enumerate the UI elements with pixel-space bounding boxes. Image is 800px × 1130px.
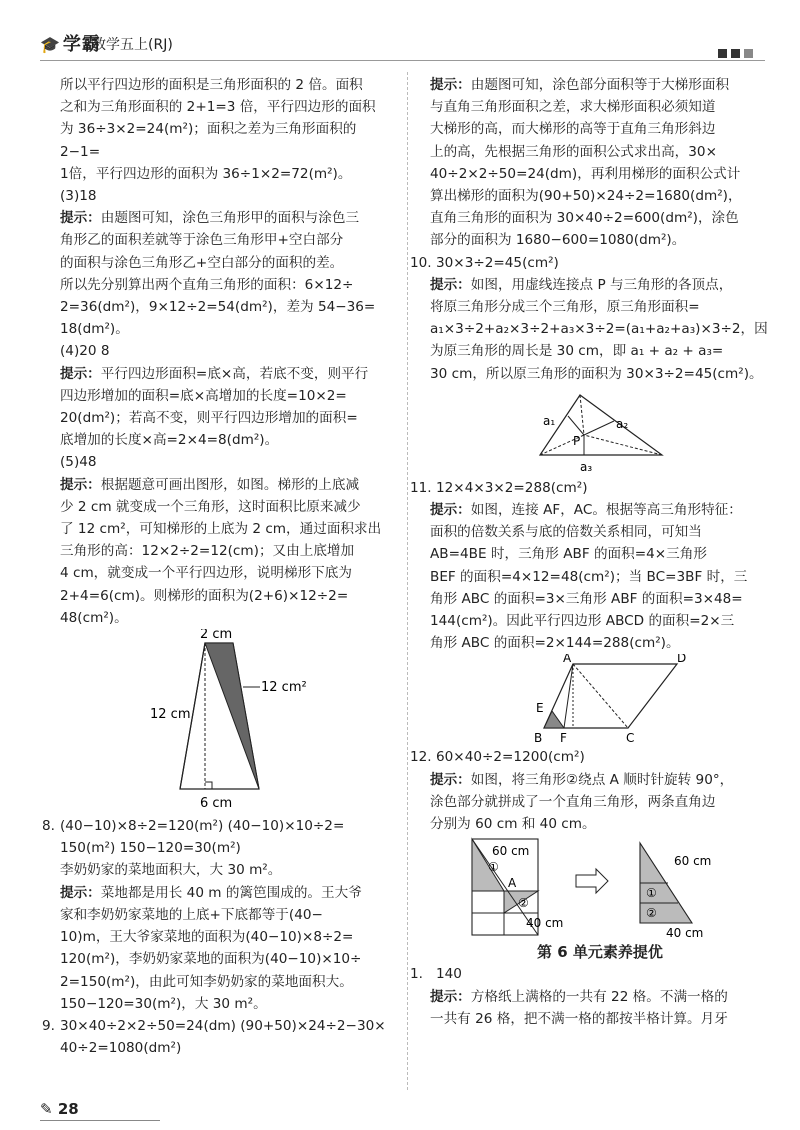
header-rule (40, 60, 765, 61)
text-line: 四边形增加的面积=底×高增加的长度=10×2= (60, 387, 347, 404)
text-line: 角形乙的面积差就等于涂色三角形甲+空白部分 (60, 232, 344, 249)
pencil-icon: ✎ (40, 1100, 53, 1118)
hint-label: 提示： (60, 365, 101, 382)
right-column (410, 74, 770, 1030)
header-square-icon (744, 49, 753, 58)
label-A: A (508, 876, 517, 891)
left-column (42, 74, 398, 1059)
text-line: 2+4=6(cm)。则梯形的面积为(2+6)×12÷2= (60, 587, 349, 604)
hint-label: 提示： (430, 502, 471, 519)
label-left: 12 cm (150, 707, 191, 723)
label-40-right: 40 cm (666, 926, 704, 941)
text-line: 120(m²)，李奶奶家菜地的面积为(40−10)×10÷ (60, 951, 362, 968)
text-line: 30 cm，所以原三角形的面积为 30×3÷2=45(cm²)。 (430, 365, 763, 382)
text-line: 算出梯形的面积为(90+50)×24÷2=1680(dm²)， (430, 188, 742, 205)
brand-logo: 🎓 学霸 (40, 34, 101, 55)
parallelogram-diagram (430, 654, 770, 746)
triangle-p-diagram (430, 385, 770, 477)
answer-line: (4)20 8 (60, 343, 110, 360)
rotation-figure (430, 835, 770, 941)
label-40: 40 cm (526, 916, 564, 931)
text-line: 上的高，先根据三角形的面积公式求出高，30× (430, 143, 717, 160)
text-line: 了 12 cm²，可知梯形的上底为 2 cm，通过面积求出 (60, 521, 382, 538)
text-line: 角形 ABC 的面积=3×三角形 ABF 的面积=3×48= (430, 590, 743, 607)
label-60-right: 60 cm (674, 854, 712, 869)
text-line: 三角形的高：12×2÷2=12(cm)；又由上底增加 (60, 543, 355, 560)
text-line: 大梯形的高，而大梯形的高等于直角三角形斜边 (430, 121, 716, 138)
label-top: 2 cm (200, 629, 233, 643)
label-F: F (560, 731, 567, 746)
label-circle-2: ② (646, 906, 657, 921)
section-title: 第 6 单元素养提优 (537, 943, 663, 962)
question-line: 9. 30×40÷2×2÷50=24(dm) (90+50)×24÷2−30× (42, 1017, 386, 1034)
trapezoid-figure (60, 629, 398, 815)
text-line: 18(dm²)。 (60, 321, 129, 338)
text-line: 底增加的长度×高=2×4=8(dm²)。 (60, 432, 279, 449)
hint-label: 提示： (430, 771, 471, 788)
footer-rule (40, 1120, 160, 1121)
question-line: 12. 60×40÷2=1200(cm²) (410, 749, 585, 766)
text-line: 4 cm，就变成一个平行四边形，说明梯形下底为 (60, 565, 352, 582)
text-line: 40÷2=1080(dm²) (60, 1040, 182, 1057)
arrow-right-icon (576, 869, 608, 893)
label-60: 60 cm (492, 844, 530, 859)
hint-label: 提示： (430, 276, 471, 293)
header-square-icon (731, 49, 740, 58)
label-circle-1: ① (646, 886, 657, 901)
hint-line: 提示：菜地都是用长 40 m 的篱笆围成的。王大爷 (60, 884, 362, 901)
hint-label: 提示： (60, 210, 101, 227)
hint-line: 提示：如图，连接 AF，AC。根据等高三角形特征： (430, 502, 742, 519)
text-line: 为 36÷3×2=24(m²)；面积之差为三角形面积的 2−1= (60, 121, 357, 160)
graduation-cap-icon: 🎓 (40, 35, 61, 54)
label-bottom: 6 cm (200, 796, 233, 812)
text-line: 40÷2×2÷50=24(dm)，再利用梯形的面积公式计 (430, 165, 741, 182)
text-line: 10)m，王大爷家菜地的面积为(40−10)×8÷2= (60, 929, 354, 946)
label-A: A (563, 654, 572, 666)
label-p: P (573, 433, 581, 448)
text-line: a₁×3÷2+a₂×3÷2+a₃×3÷2=(a₁+a₂+a₃)×3÷2，因 (430, 321, 768, 338)
hint-label: 提示： (430, 988, 471, 1005)
text-line: 之和为三角形面积的 2+1=3 倍，平行四边形的面积 (60, 99, 376, 116)
text-line: 少 2 cm 就变成一个三角形，这时面积比原来减少 (60, 498, 361, 515)
shaded-triangle (205, 643, 259, 789)
answer-line: (5)48 (60, 454, 97, 471)
label-a2: a₂ (616, 416, 629, 431)
text-line: 144(cm²)。因此平行四边形 ABCD 的面积=2×三 (430, 613, 735, 630)
page-number: 28 (57, 1100, 79, 1118)
text-line: BEF 的面积=4×12=48(cm²)；当 BC=3BF 时，三 (430, 568, 748, 585)
text-line: 为原三角形的周长是 30 cm，即 a₁ + a₂ + a₃= (430, 343, 724, 360)
label-circle-1: ① (488, 860, 499, 875)
question-line: 10. 30×3÷2=45(cm²) (410, 254, 559, 271)
hint-line: 提示：由题图可知，涂色三角形甲的面积与涂色三 (60, 210, 360, 227)
hint-line: 提示：由题图可知，涂色部分面积等于大梯形面积 (430, 77, 730, 93)
header-square-icon (718, 49, 727, 58)
question-line: 11. 12×4×3×2=288(cm²) (410, 479, 588, 496)
label-right: 12 cm² (261, 680, 307, 696)
answer-line: (3)18 (60, 188, 97, 205)
text-line: 将原三角形分成三个三角形，原三角形面积= (430, 299, 700, 316)
label-C: C (626, 731, 635, 746)
rotation-diagram (430, 835, 770, 941)
text-line: 所以先分别算出两个直角三角形的面积：6×12÷ (60, 276, 354, 293)
hint-line: 提示：如图，将三角形②绕点 A 顺时针旋转 90°， (430, 771, 734, 788)
text-line: 150−120=30(m²)，大 30 m²。 (60, 995, 267, 1012)
hint-line: 提示：平行四边形面积=底×高，若底不变，则平行 (60, 365, 369, 382)
parallelogram-figure (430, 654, 770, 746)
page-header (0, 0, 800, 60)
text-line: 直角三角形的面积为 30×40÷2=600(dm²)，涂色 (430, 210, 739, 227)
text-line: 的面积与涂色三角形乙+空白部分的面积的差。 (60, 254, 344, 271)
text-line: 48(cm²)。 (60, 609, 128, 626)
label-E: E (536, 701, 544, 716)
book-subtitle: 数学五上(RJ) (92, 37, 173, 53)
text-line: 20(dm²)；若高不变，则平行四边形增加的面积= (60, 410, 358, 427)
text-line: 所以平行四边形的面积是三角形面积的 2 倍。面积 (60, 77, 363, 93)
text-line: 面积的倍数关系与底的倍数关系相同，可知当 (430, 524, 702, 541)
label-a1: a₁ (543, 413, 556, 428)
text-line: 一共有 26 格，把不满一格的都按半格计算。月牙 (430, 1010, 728, 1027)
text-line: 涂色部分就拼成了一个直角三角形，两条直角边 (430, 793, 716, 810)
column-divider (407, 72, 408, 1090)
text-line: 角形 ABC 的面积=2×144=288(cm²)。 (430, 635, 680, 652)
label-circle-2: ② (518, 896, 529, 911)
page-footer (40, 1100, 79, 1118)
hint-line: 提示：方格纸上满格的一共有 22 格。不满一格的 (430, 988, 728, 1005)
hint-line: 提示：如图，用虚线连接点 P 与三角形的各顶点， (430, 276, 733, 293)
label-B: B (534, 731, 543, 746)
text-line: 与直角三角形面积之差，求大梯形面积必须知道 (430, 99, 716, 116)
text-line: 150(m²) 150−120=30(m²) (60, 840, 241, 857)
text-line: 家和李奶奶家菜地的上底+下底都等于(40− (60, 906, 323, 923)
label-a3: a₃ (580, 459, 593, 474)
text-line: 李奶奶家的菜地面积大，大 30 m²。 (60, 862, 282, 879)
triangle-point-figure (430, 385, 770, 477)
hint-line: 提示：根据题意可画出图形，如图。梯形的上底减 (60, 476, 360, 493)
hint-label: 提示： (60, 884, 101, 901)
text-line: 2=150(m²)，由此可知李奶奶家的菜地面积大。 (60, 973, 353, 990)
text-line: 2=36(dm²)，9×12÷2=54(dm²)，差为 54−36= (60, 299, 376, 316)
text-line: 部分的面积为 1680−600=1080(dm²)。 (430, 232, 686, 249)
text-line: 1倍，平行四边形的面积为 36÷1×2=72(m²)。 (60, 165, 352, 182)
hint-label: 提示： (60, 476, 101, 493)
text-line: AB=4BE 时，三角形 ABF 的面积=4×三角形 (430, 546, 707, 563)
hint-label: 提示： (430, 77, 471, 93)
trapezoid-diagram (60, 629, 398, 815)
text-line: 分别为 60 cm 和 40 cm。 (430, 816, 596, 833)
label-D: D (677, 654, 687, 666)
question-line: 8. (40−10)×8÷2=120(m²) (40−10)×10÷2= (42, 818, 345, 835)
question-line: 1. 140 (410, 966, 462, 983)
